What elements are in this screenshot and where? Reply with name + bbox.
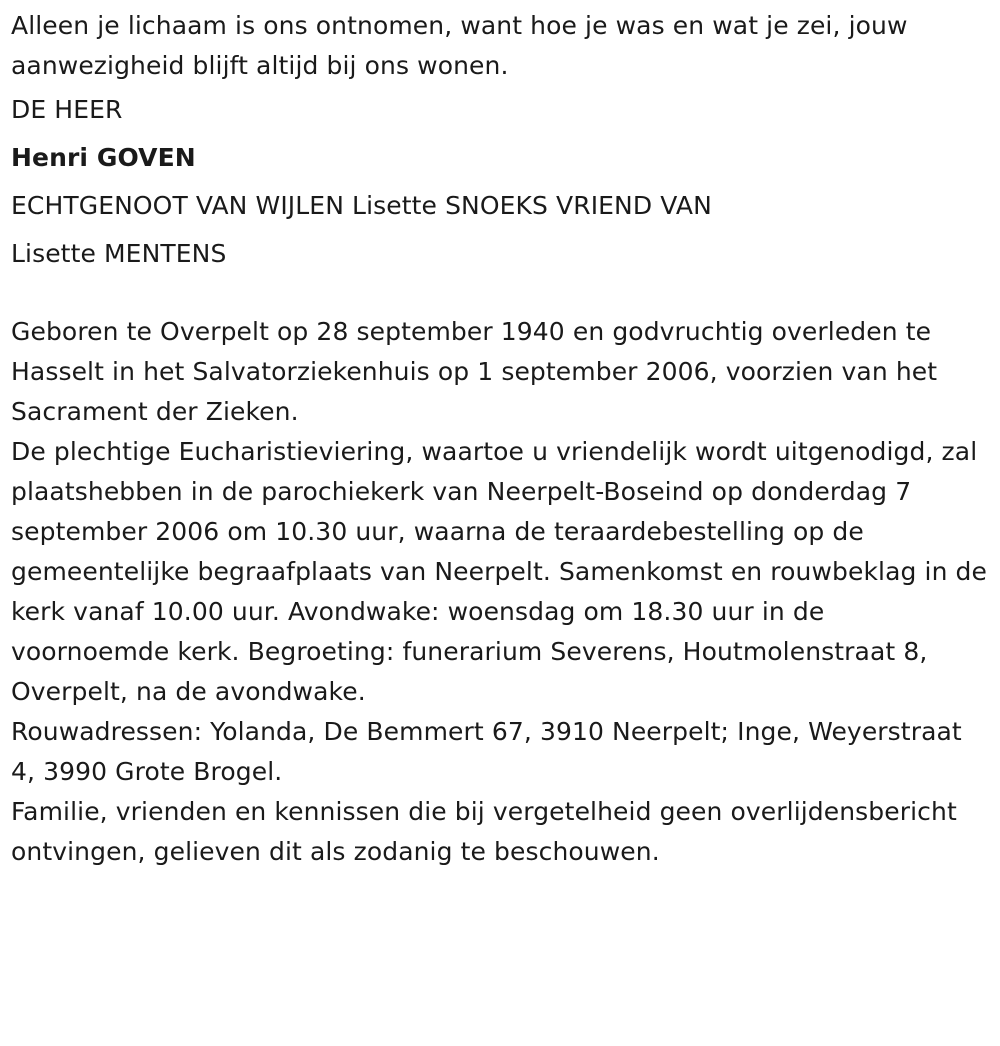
deceased-name: Henri GOVEN <box>11 143 196 172</box>
honorific-title: DE HEER <box>11 95 123 124</box>
closing-paragraph: Familie, vrienden en kennissen die bij vergetelheid geen overlijdensbericht ontvingen, gelieven dit als zodanig te beschouwen. <box>11 797 957 866</box>
memorial-motto: Alleen je lichaam is ons ontnomen, want hoe je was en wat je zei, jouw aanwezigheid blijft altijd bij ons wonen. <box>11 11 908 80</box>
birth-death-paragraph: Geboren te Overpelt op 28 september 1940 en godvruchtig overleden te Hasselt in het Salvatorziekenhuis op 1 september 2006, voorzien van het Sacrament der Zieken. <box>11 317 938 426</box>
ceremony-paragraph: De plechtige Eucharistieviering, waartoe u vriendelijk wordt uitgenodigd, zal plaatshebben in de parochiekerk van Neerpelt-Boseind op donderdag 7 september 2006 om 10.30 uur, waarna de teraardebestelling op de gemeentelijke begraafplaats van Neerpelt. Samenkomst en rouwbeklag in de kerk vanaf 10.00 uur. Avondwake: woensdag om 18.30 uur in de voornoemde kerk. Begroeting: funerarium Severens, Houtmolenstraat 8, Overpelt, na de avondwake. <box>11 437 988 706</box>
mourning-addresses-paragraph: Rouwadressen: Yolanda, De Bemmert 67, 3910 Neerpelt; Inge, Weyerstraat 4, 3990 Grote Brogel. <box>11 717 962 786</box>
relation-line-2: Lisette MENTENS <box>11 239 227 268</box>
relation-line-1: ECHTGENOOT VAN WIJLEN Lisette SNOEKS VRIEND VAN <box>11 191 712 220</box>
